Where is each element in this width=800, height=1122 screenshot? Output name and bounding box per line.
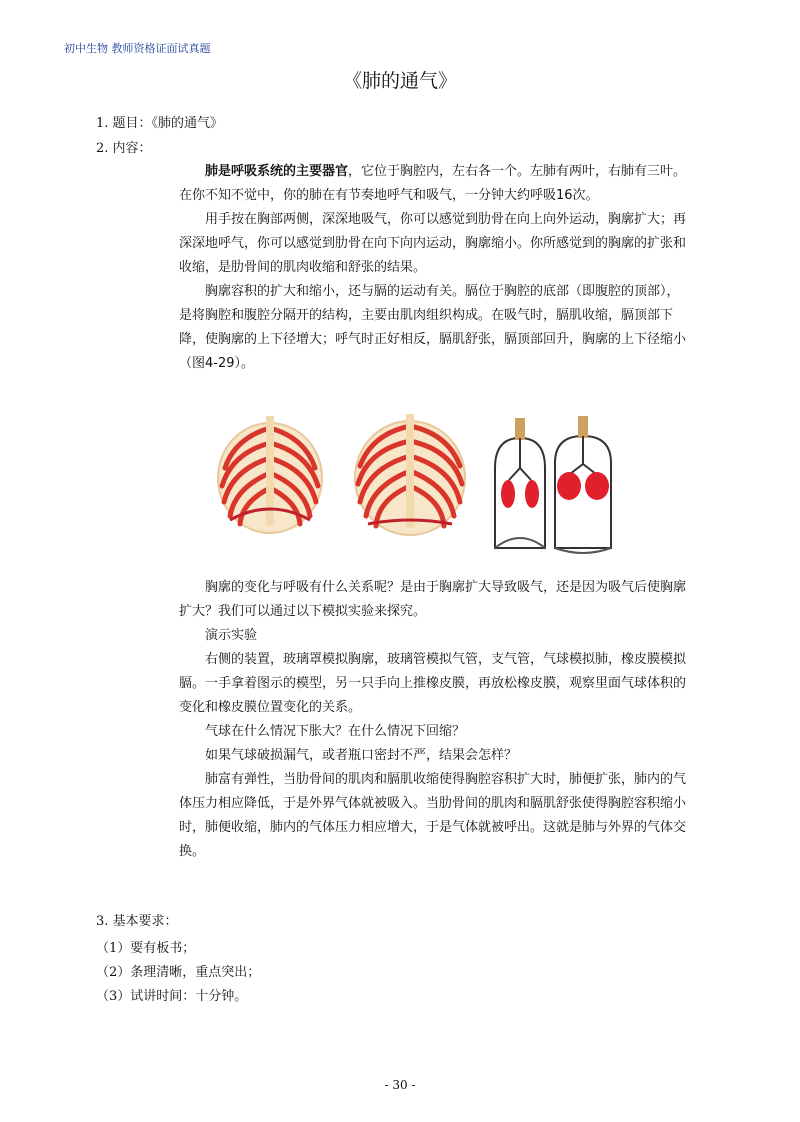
breathing-figure bbox=[210, 398, 620, 558]
content-label: 2. 内容： bbox=[96, 141, 152, 156]
page-header: 初中生物 教师资格证面试真题 bbox=[64, 42, 211, 55]
requirement-1: （1）要有板书； bbox=[96, 941, 196, 956]
requirements-label: 3. 基本要求： bbox=[96, 914, 178, 929]
bell-jar-model-1 bbox=[495, 418, 545, 548]
paragraph-1-bold: 肺是呼吸系统的主要器官 bbox=[205, 164, 349, 179]
paragraph-5: 演示实验 bbox=[205, 628, 258, 643]
page-number: - 30 - bbox=[384, 1078, 416, 1092]
paragraph-1 bbox=[179, 160, 689, 208]
topic-line: 1. 题目：《肺的通气》 bbox=[96, 116, 224, 131]
paragraph-4: 胸廓的变化与呼吸有什么关系呢？是由于胸廓扩大导致吸气，还是因为吸气后使胸廓扩大？我们可以通过以下模拟实验来探究。 bbox=[179, 580, 687, 619]
page-title: 《肺的通气》 bbox=[342, 70, 457, 92]
paragraph-1-rest: ，它位于胸腔内，左右各一个。左肺有两叶，右肺有三叶。在你不知不觉中，你的肺在有节奏地呼气和吸气，一分钟大约呼吸16次。 bbox=[179, 164, 687, 203]
requirement-2: （2）条理清晰，重点突出； bbox=[96, 965, 261, 980]
bell-jar-model-2 bbox=[555, 416, 611, 553]
paragraph-3: 胸廓容积的扩大和缩小，还与膈的运动有关。膈位于胸腔的底部（即腹腔的顶部），是将胸腔和腹腔分隔开的结构，主要由肌肉组织构成。在吸气时，膈肌收缩，膈顶部下降，使胸廓的上下径增大；呼气时正好相反，膈肌舒张，膈顶部回升，胸廓的上下径缩小（图4-29）。 bbox=[179, 284, 687, 371]
paragraph-2: 用手按在胸部两侧，深深地吸气，你可以感觉到肋骨在向上向外运动，胸廓扩大；再深深地呼气，你可以感觉到肋骨在向下向内运动，胸廓缩小。你所感觉到的胸廓的扩张和收缩，是肋骨间的肌肉收缩和舒张的结果。 bbox=[179, 212, 687, 275]
paragraph-8: 如果气球破损漏气，或者瓶口密封不严，结果会怎样？ bbox=[205, 748, 518, 763]
rib-cage-exhale bbox=[218, 416, 322, 533]
paragraph-6: 右侧的装置，玻璃罩模拟胸廓，玻璃管模拟气管，支气管，气球模拟肺，橡皮膜模拟膈。一手拿着图示的模型，另一只手向上推橡皮膜，再放松橡皮膜，观察里面气球体积的变化和橡皮膜位置变化的关系。 bbox=[179, 652, 687, 715]
paragraph-9: 肺富有弹性，当肋骨间的肌肉和膈肌收缩使得胸腔容积扩大时，肺便扩张，肺内的气体压力相应降低，于是外界气体就被吸入。当肋骨间的肌肉和膈肌舒张使得胸腔容积缩小时，肺便收缩，肺内的气体压力相应增大，于是气体就被呼出。这就是肺与外界的气体交换。 bbox=[179, 772, 687, 859]
paragraph-7: 气球在什么情况下胀大？在什么情况下回缩？ bbox=[205, 724, 466, 739]
requirement-3: （3）试讲时间：十分钟。 bbox=[96, 989, 248, 1004]
rib-cage-inhale bbox=[355, 414, 465, 535]
